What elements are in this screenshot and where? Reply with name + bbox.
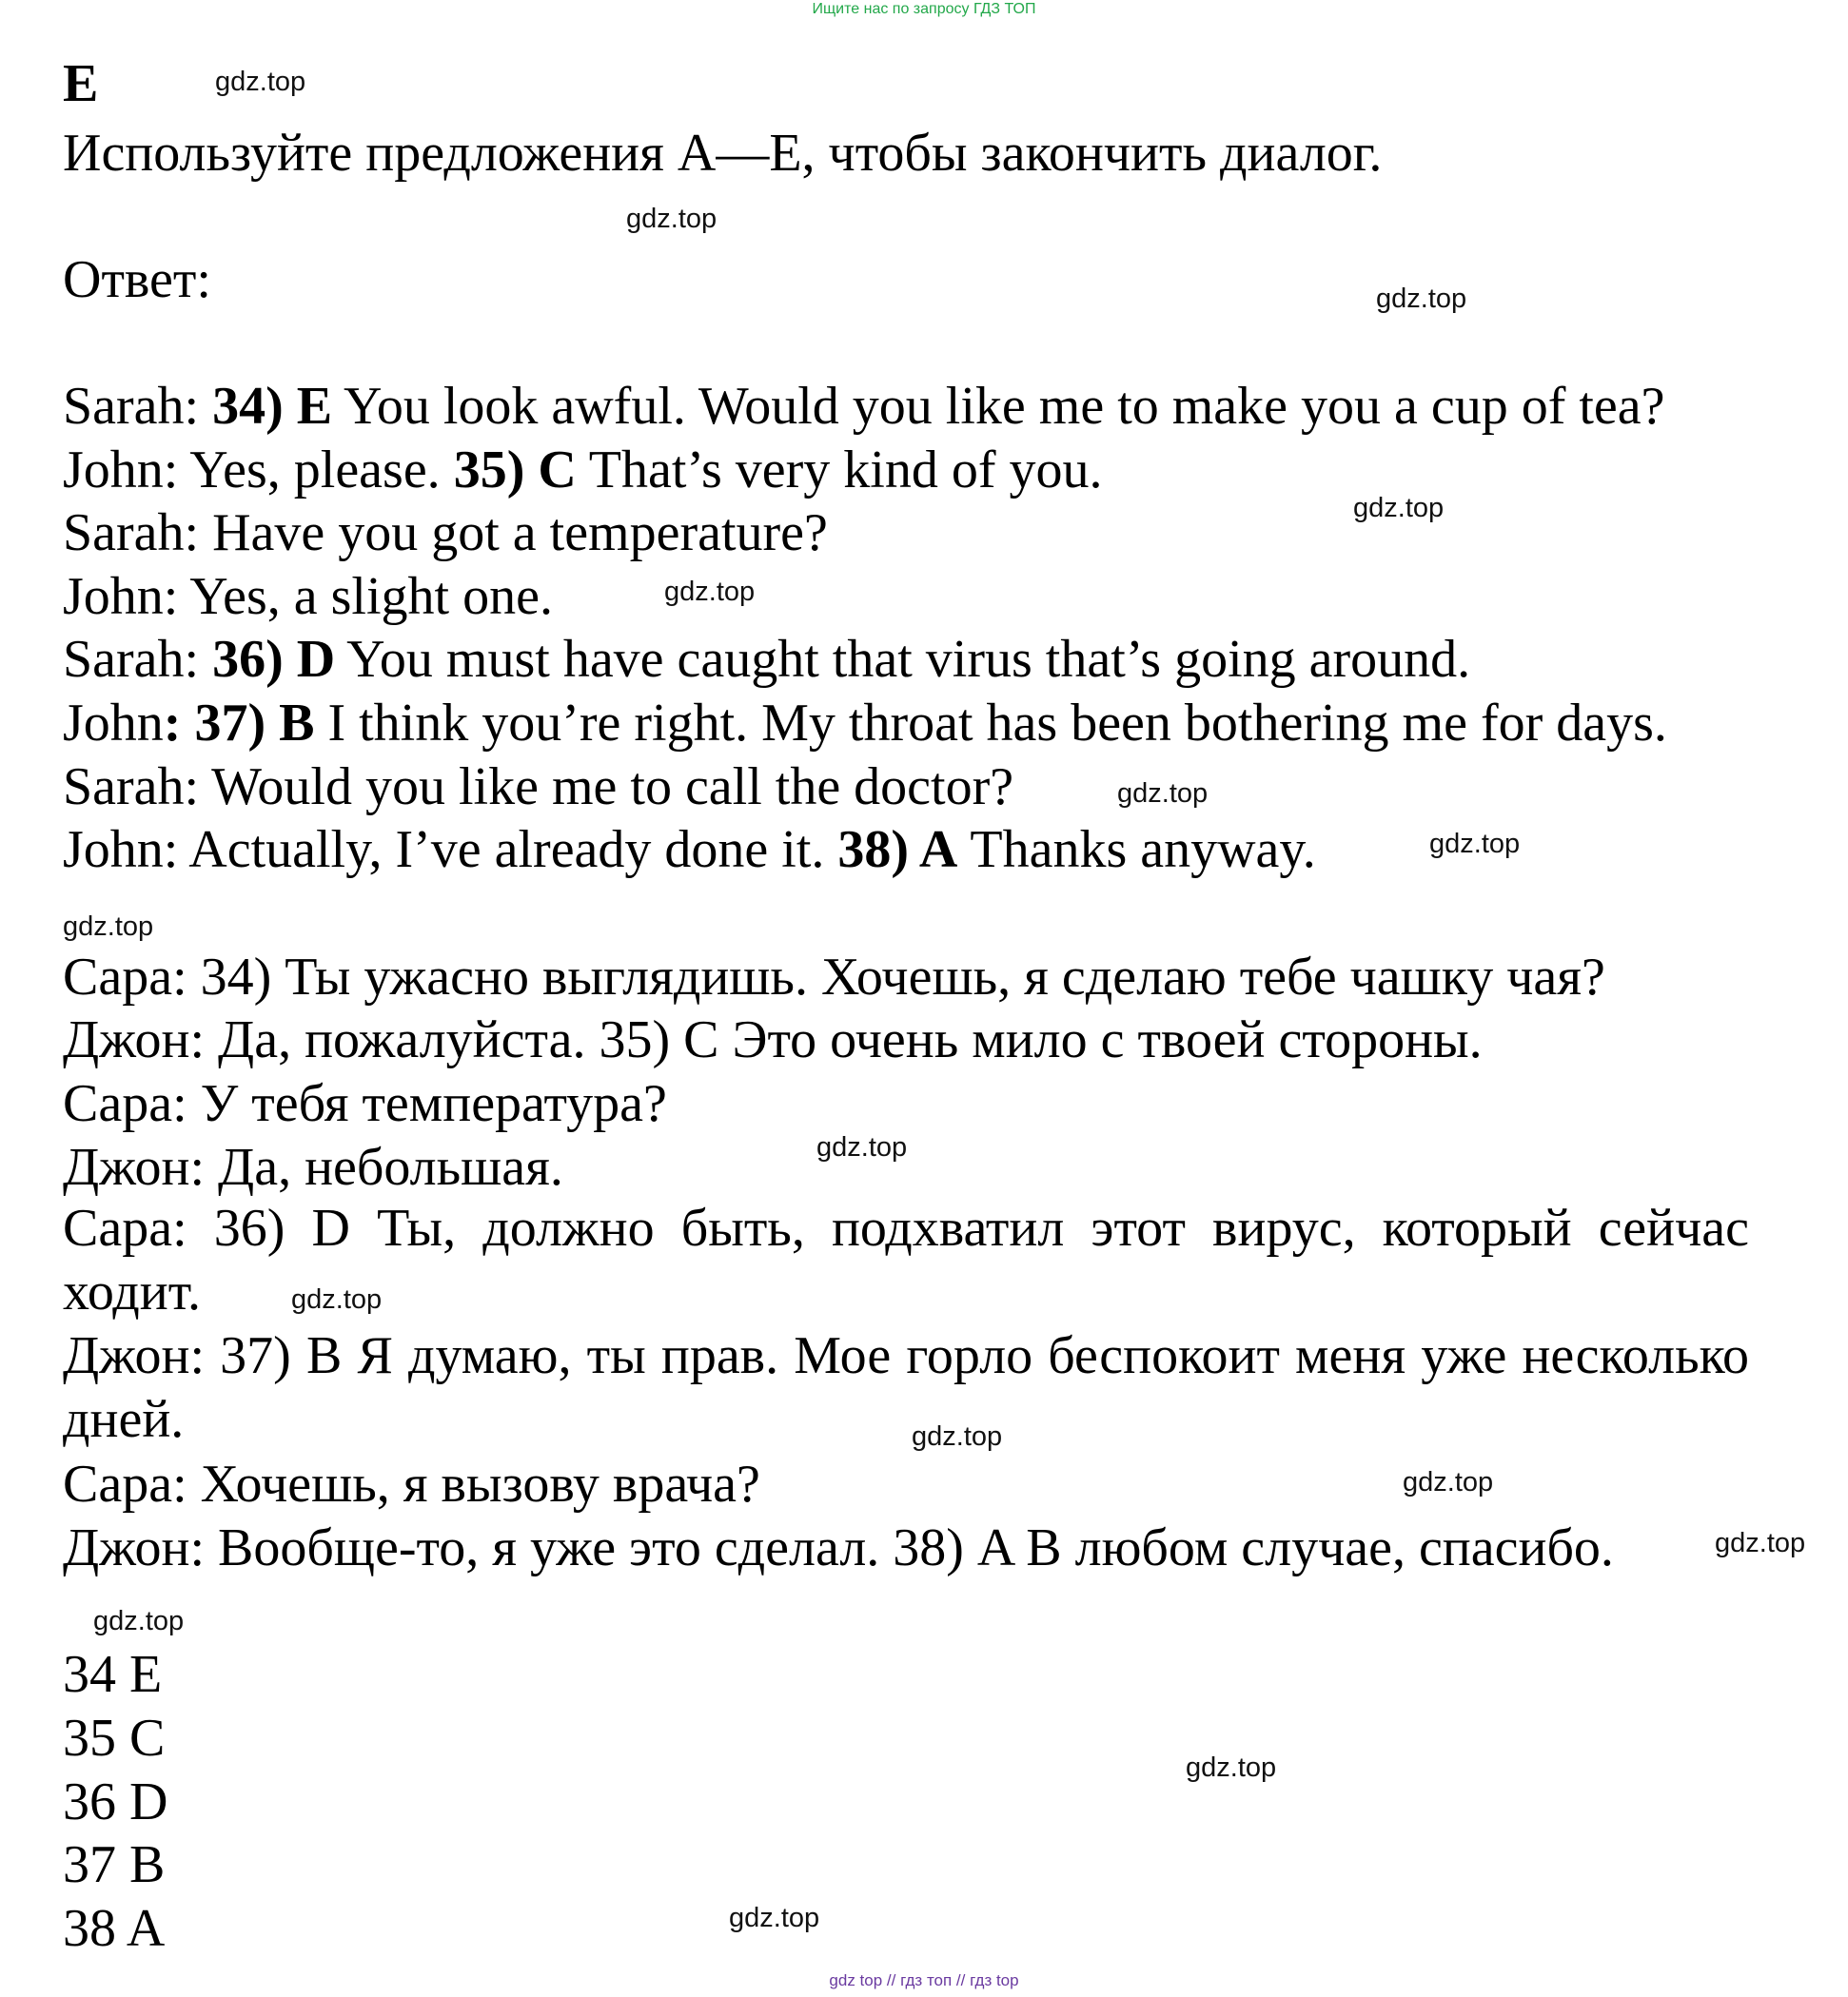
line-text: That’s very kind of you.	[588, 441, 1103, 499]
answer-key: 35) C	[453, 441, 577, 499]
line-text: Have you got a temperature?	[212, 503, 828, 562]
russian-line-3: Сара: У тебя температура?	[63, 1074, 667, 1133]
russian-line-7: Сара: Хочешь, я вызову врача?	[63, 1455, 760, 1514]
line-text: Yes, a slight one.	[189, 567, 553, 626]
line-text: Thanks anyway.	[970, 820, 1316, 879]
answer-item: 38 A	[63, 1899, 166, 1958]
watermark: gdz.top	[729, 1903, 820, 1933]
speaker: Sarah:	[63, 630, 200, 689]
watermark: gdz.top	[1186, 1752, 1277, 1783]
speaker: Sarah:	[63, 503, 200, 562]
russian-line-5: Сара: 36) D Ты, должно быть, подхватил этот вирус, который сейчас ходит.	[63, 1199, 1749, 1322]
line-text: Yes, please.	[189, 441, 441, 499]
line-text: You must have caught that virus that’s going around.	[346, 630, 1471, 689]
watermark: gdz.top	[63, 911, 154, 942]
top-banner: Ищите нас по запросу ГДЗ ТОП	[812, 1, 1036, 17]
watermark: gdz.top	[1715, 1528, 1806, 1558]
watermark: gdz.top	[291, 1284, 383, 1315]
english-line-4	[63, 567, 553, 626]
russian-line-6: Джон: 37) B Я думаю, ты прав. Мое горло беспокоит меня уже несколько дней.	[63, 1326, 1749, 1449]
line-text: Would you like me to call the doctor?	[211, 757, 1014, 816]
watermark: gdz.top	[1429, 829, 1521, 859]
answer-key: 37) B	[194, 694, 315, 753]
speaker: John	[63, 694, 164, 753]
footer-watermark: gdz top // гдз топ // гдз top	[829, 1971, 1019, 1989]
bold-colon: :	[163, 694, 182, 753]
answer-label: Ответ:	[63, 250, 211, 309]
watermark: gdz.top	[664, 577, 756, 607]
speaker: Sarah:	[63, 377, 200, 436]
answer-item: 34 E	[63, 1645, 163, 1704]
russian-line-4: Джон: Да, небольшая.	[63, 1138, 563, 1197]
speaker: John:	[63, 441, 179, 499]
watermark: gdz.top	[215, 67, 306, 97]
line-text: You look awful. Would you like me to make you a cup of tea?	[343, 377, 1665, 436]
russian-line-8: Джон: Вообще-то, я уже это сделал. 38) A В любом случае, спасибо.	[63, 1518, 1614, 1577]
watermark: gdz.top	[912, 1421, 1003, 1452]
line-text: Actually, I’ve already done it.	[188, 820, 825, 879]
watermark: gdz.top	[1376, 284, 1467, 314]
answer-item: 36 D	[63, 1772, 168, 1831]
speaker: John:	[63, 820, 179, 879]
instruction-text: Используйте предложения A—E, чтобы закончить диалог.	[63, 124, 1383, 183]
answer-item: 35 C	[63, 1709, 166, 1768]
answer-key: 38) A	[837, 820, 958, 879]
watermark: gdz.top	[1117, 778, 1209, 809]
speaker: John:	[63, 567, 179, 626]
english-line-3	[63, 503, 828, 562]
watermark: gdz.top	[816, 1132, 908, 1163]
russian-line-1: Сара: 34) Ты ужасно выглядишь. Хочешь, я сделаю тебе чашку чая?	[63, 948, 1605, 1007]
english-line-5	[63, 630, 1471, 689]
answer-item: 37 B	[63, 1835, 166, 1894]
line-text: I think you’re right. My throat has been bothering me for days.	[327, 694, 1667, 753]
speaker: Sarah:	[63, 757, 200, 816]
answer-key: 36) D	[212, 630, 336, 689]
answer-key: 34) E	[212, 377, 333, 436]
english-line-8	[63, 820, 1316, 879]
english-line-2	[63, 443, 1102, 497]
watermark: gdz.top	[1353, 493, 1445, 523]
watermark: gdz.top	[93, 1606, 185, 1636]
section-letter: E	[63, 54, 99, 113]
watermark: gdz.top	[1403, 1467, 1494, 1498]
english-line-7	[63, 757, 1014, 816]
watermark: gdz.top	[626, 204, 718, 234]
english-line-1	[63, 377, 1665, 436]
russian-line-2: Джон: Да, пожалуйста. 35) C Это очень мило с твоей стороны.	[63, 1010, 1483, 1069]
english-line-6	[63, 694, 1667, 753]
